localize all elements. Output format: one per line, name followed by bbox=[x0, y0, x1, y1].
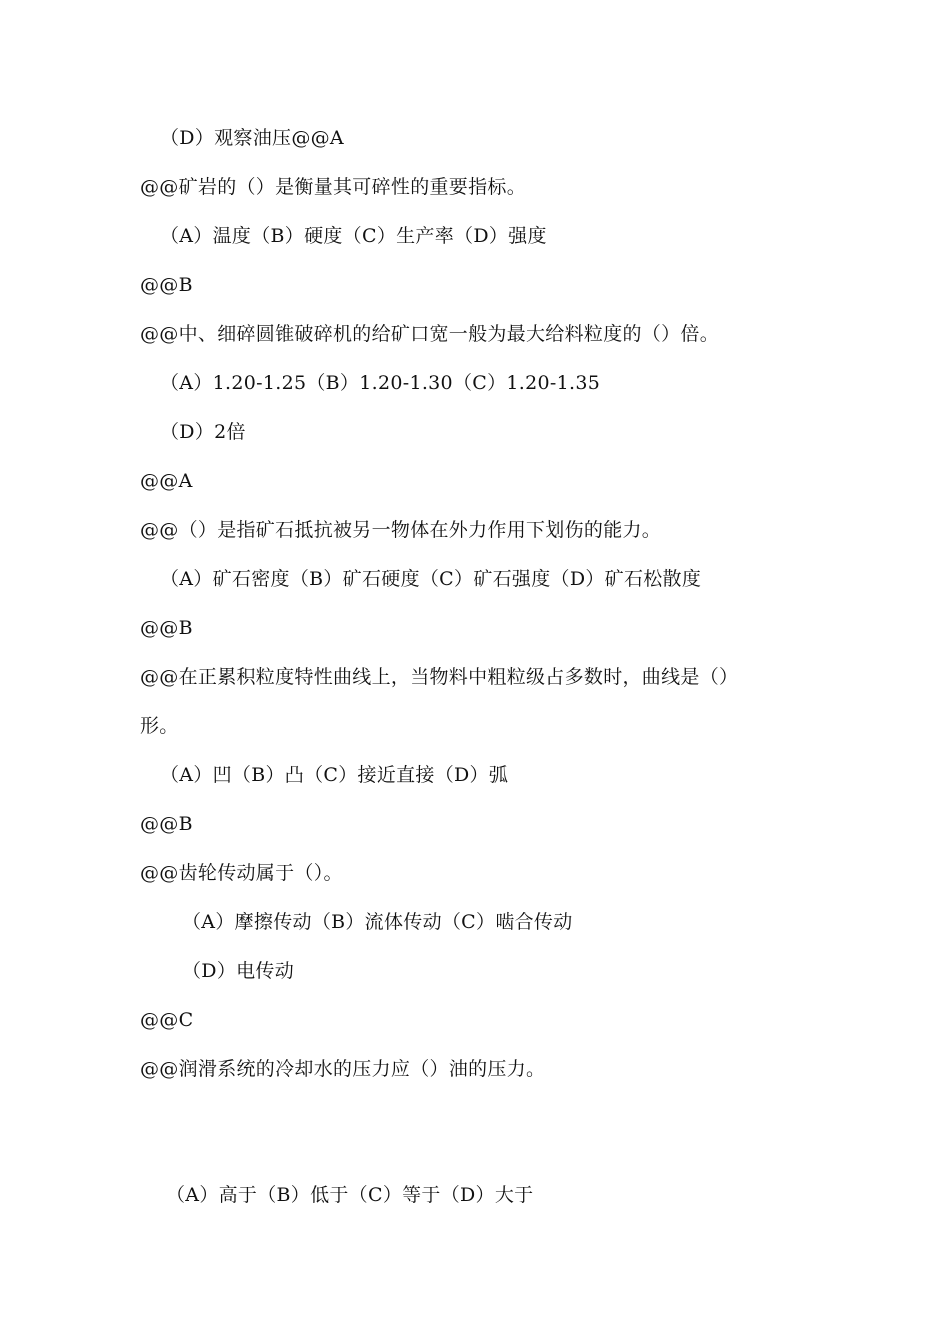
text-line-question-cooling-water: @@润滑系统的冷却水的压力应（）油的压力。 bbox=[140, 1058, 546, 1080]
text-line-options-ore-hardness: （A）矿石密度（B）矿石硬度（C）矿石强度（D）矿石松散度 bbox=[160, 568, 702, 590]
text-line-answer: @@B bbox=[140, 813, 193, 835]
text-line-option-d-gear-drive: （D）电传动 bbox=[182, 960, 295, 982]
text-line-option-d-oil-pressure: （D）观察油压@@A bbox=[160, 127, 344, 149]
text-line-options-crushability: （A）温度（B）硬度（C）生产率（D）强度 bbox=[160, 225, 547, 247]
text-line-question-gear-drive: @@齿轮传动属于（）。 bbox=[140, 862, 343, 884]
text-line-option-d-cone-crusher: （D）2倍 bbox=[160, 421, 246, 443]
text-line-options-cone-crusher: （A）1.20-1.25（B）1.20-1.30（C）1.20-1.35 bbox=[160, 372, 601, 394]
text-line-answer: @@A bbox=[140, 470, 193, 492]
text-line-answer: @@B bbox=[140, 617, 193, 639]
text-line-question-cone-crusher: @@中、细碎圆锥破碎机的给矿口宽一般为最大给料粒度的（）倍。 bbox=[140, 323, 720, 345]
text-line-question-particle-curve-cont: 形。 bbox=[140, 715, 179, 737]
text-line-answer: @@C bbox=[140, 1009, 194, 1031]
text-line-question-crushability: @@矿岩的（）是衡量其可碎性的重要指标。 bbox=[140, 176, 527, 198]
text-line-options-particle-curve: （A）凹（B）凸（C）接近直接（D）弧 bbox=[160, 764, 509, 786]
text-line-answer: @@B bbox=[140, 274, 193, 296]
text-line-options-cooling-water: （A）高于（B）低于（C）等于（D）大于 bbox=[166, 1184, 534, 1206]
text-line-question-ore-hardness: @@（）是指矿石抵抗被另一物体在外力作用下划伤的能力。 bbox=[140, 519, 662, 541]
text-line-question-particle-curve: @@在正累积粒度特性曲线上，当物料中粗粒级占多数时，曲线是（） bbox=[140, 666, 739, 688]
text-line-options-gear-drive: （A）摩擦传动（B）流体传动（C）啮合传动 bbox=[182, 911, 573, 933]
